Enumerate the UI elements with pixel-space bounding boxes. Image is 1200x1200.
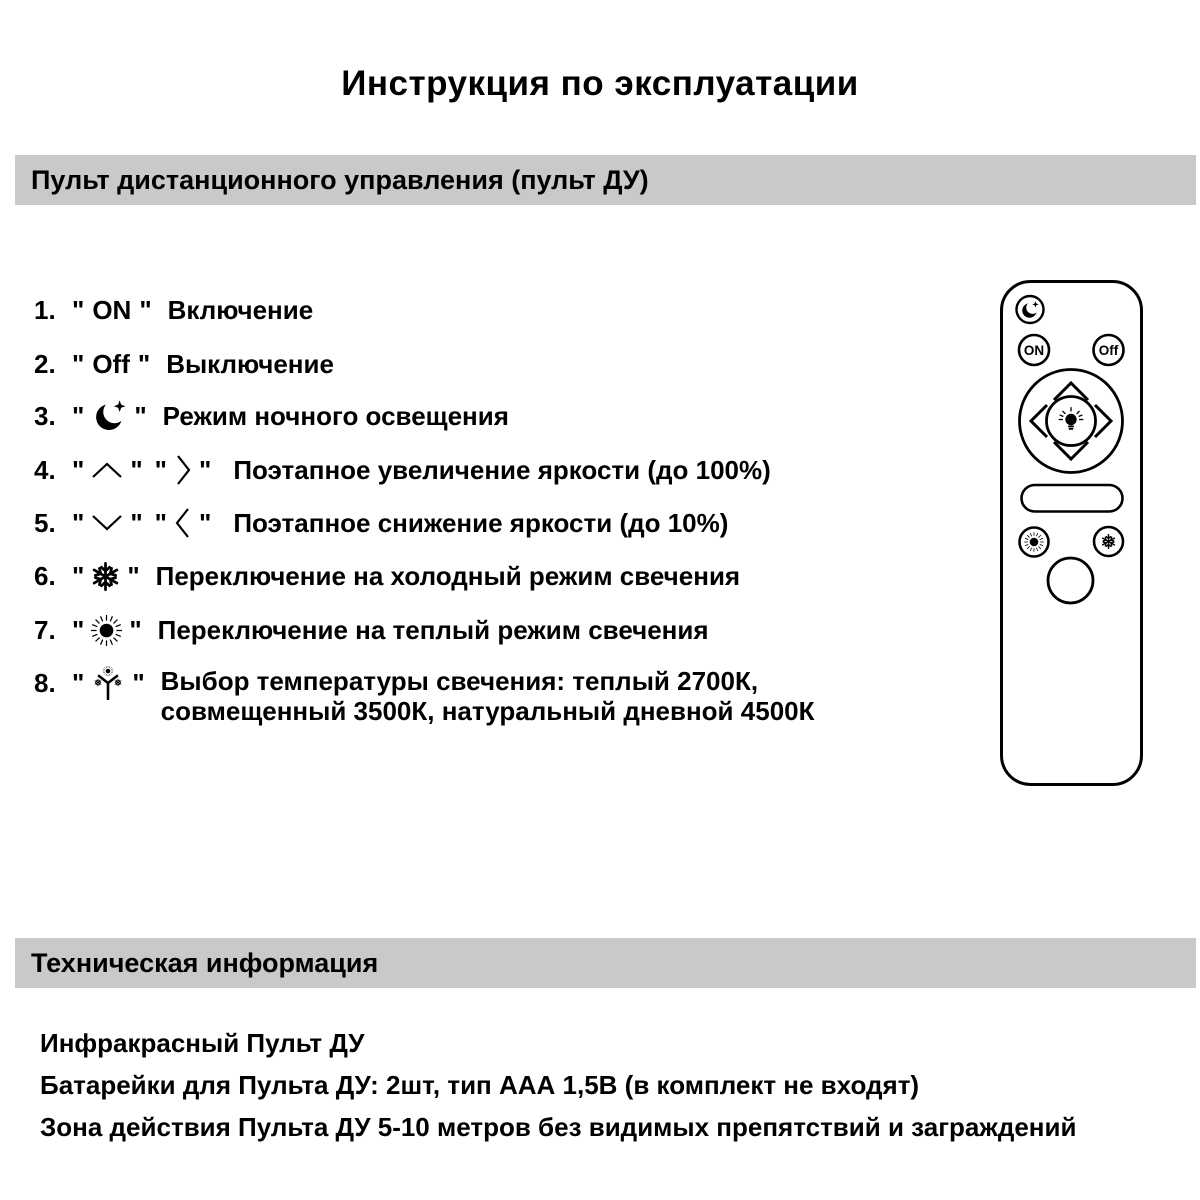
page-title: Инструкция по эксплуатации xyxy=(341,64,859,103)
snowflake-icon xyxy=(90,561,121,592)
item-number: 3. xyxy=(34,400,56,431)
item-text: Выключение xyxy=(166,348,334,379)
quote-mark: " xyxy=(154,507,167,538)
chevron-left-icon xyxy=(173,506,193,540)
item-text xyxy=(161,666,815,726)
sun-icon xyxy=(90,614,123,647)
sun-icon xyxy=(1024,532,1044,552)
list-item-brightness-up xyxy=(34,452,771,488)
quote-mark: " xyxy=(72,294,85,325)
quote-mark: " xyxy=(72,507,85,538)
section-heading-tech: Техническая информация xyxy=(31,947,379,978)
quote-mark: " xyxy=(154,454,167,485)
on-label: ON xyxy=(92,294,132,325)
quote-mark: " xyxy=(72,668,85,698)
quote-mark: " xyxy=(130,507,143,538)
section-banner-remote xyxy=(15,155,1196,205)
quote-mark: " xyxy=(72,454,85,485)
tech-info-line: Батарейки для Пульта ДУ: 2шт, тип ААА 1,5В (в комплект не входят) xyxy=(40,1070,920,1100)
item-number: 1. xyxy=(34,294,56,325)
quote-mark: " xyxy=(129,614,142,645)
quote-mark: " xyxy=(137,348,151,379)
off-label: Off xyxy=(92,348,130,379)
list-item-warm-mode xyxy=(34,612,709,648)
section-heading-remote: Пульт дистанционного управления (пульт ДУ) xyxy=(31,164,649,195)
temperature-branch-icon xyxy=(90,666,126,700)
item-number: 8. xyxy=(34,668,56,698)
item-text: Включение xyxy=(167,294,314,325)
item-text: Режим ночного освещения xyxy=(162,400,509,431)
item-text: Поэтапное снижение яркости (до 10%) xyxy=(233,507,729,538)
list-item-night-mode xyxy=(34,398,509,434)
chevron-down-icon xyxy=(90,513,124,533)
quote-mark: " xyxy=(198,507,212,538)
quote-mark: " xyxy=(130,454,143,485)
tech-info-line: Инфракрасный Пульт ДУ xyxy=(40,1028,365,1058)
list-item-brightness-down xyxy=(34,505,728,541)
item-text-line1: Выбор температуры свечения: теплый 2700К, xyxy=(160,666,759,696)
section-banner-tech xyxy=(15,938,1196,988)
item-number: 2. xyxy=(34,348,56,379)
item-text: Переключение на теплый режим свечения xyxy=(157,614,709,645)
item-text-line2: совмещенный 3500К, натуральный дневной 4500К xyxy=(160,696,815,726)
remote-control-illustration xyxy=(1000,280,1143,791)
svg-text:ON: ON xyxy=(1023,343,1045,358)
quote-mark: " xyxy=(134,400,147,431)
quote-mark: " xyxy=(72,614,85,645)
item-number: 4. xyxy=(34,454,56,485)
moon-star-icon xyxy=(90,398,128,434)
chevron-right-icon xyxy=(173,453,193,487)
item-number: 5. xyxy=(34,507,56,538)
tech-info-line: Зона действия Пульта ДУ 5-10 метров без видимых препятствий и заграждений xyxy=(40,1112,1077,1142)
list-item-cold-mode xyxy=(34,558,740,594)
quote-mark: " xyxy=(72,348,85,379)
list-item-off xyxy=(34,346,334,382)
item-number: 7. xyxy=(34,614,56,645)
quote-mark: " xyxy=(139,294,152,325)
item-text: Поэтапное увеличение яркости (до 100%) xyxy=(233,454,771,485)
item-text: Переключение на холодный режим свечения xyxy=(155,560,741,591)
quote-mark: " xyxy=(72,560,85,591)
quote-mark: " xyxy=(72,400,85,431)
svg-text:Off: Off xyxy=(1098,343,1119,358)
quote-mark: " xyxy=(127,560,140,591)
quote-mark: " xyxy=(132,668,145,698)
item-number: 6. xyxy=(34,560,56,591)
chevron-up-icon xyxy=(90,460,124,480)
list-item-on xyxy=(34,292,313,328)
list-item-temperature-select xyxy=(34,666,814,726)
quote-mark: " xyxy=(198,454,212,485)
